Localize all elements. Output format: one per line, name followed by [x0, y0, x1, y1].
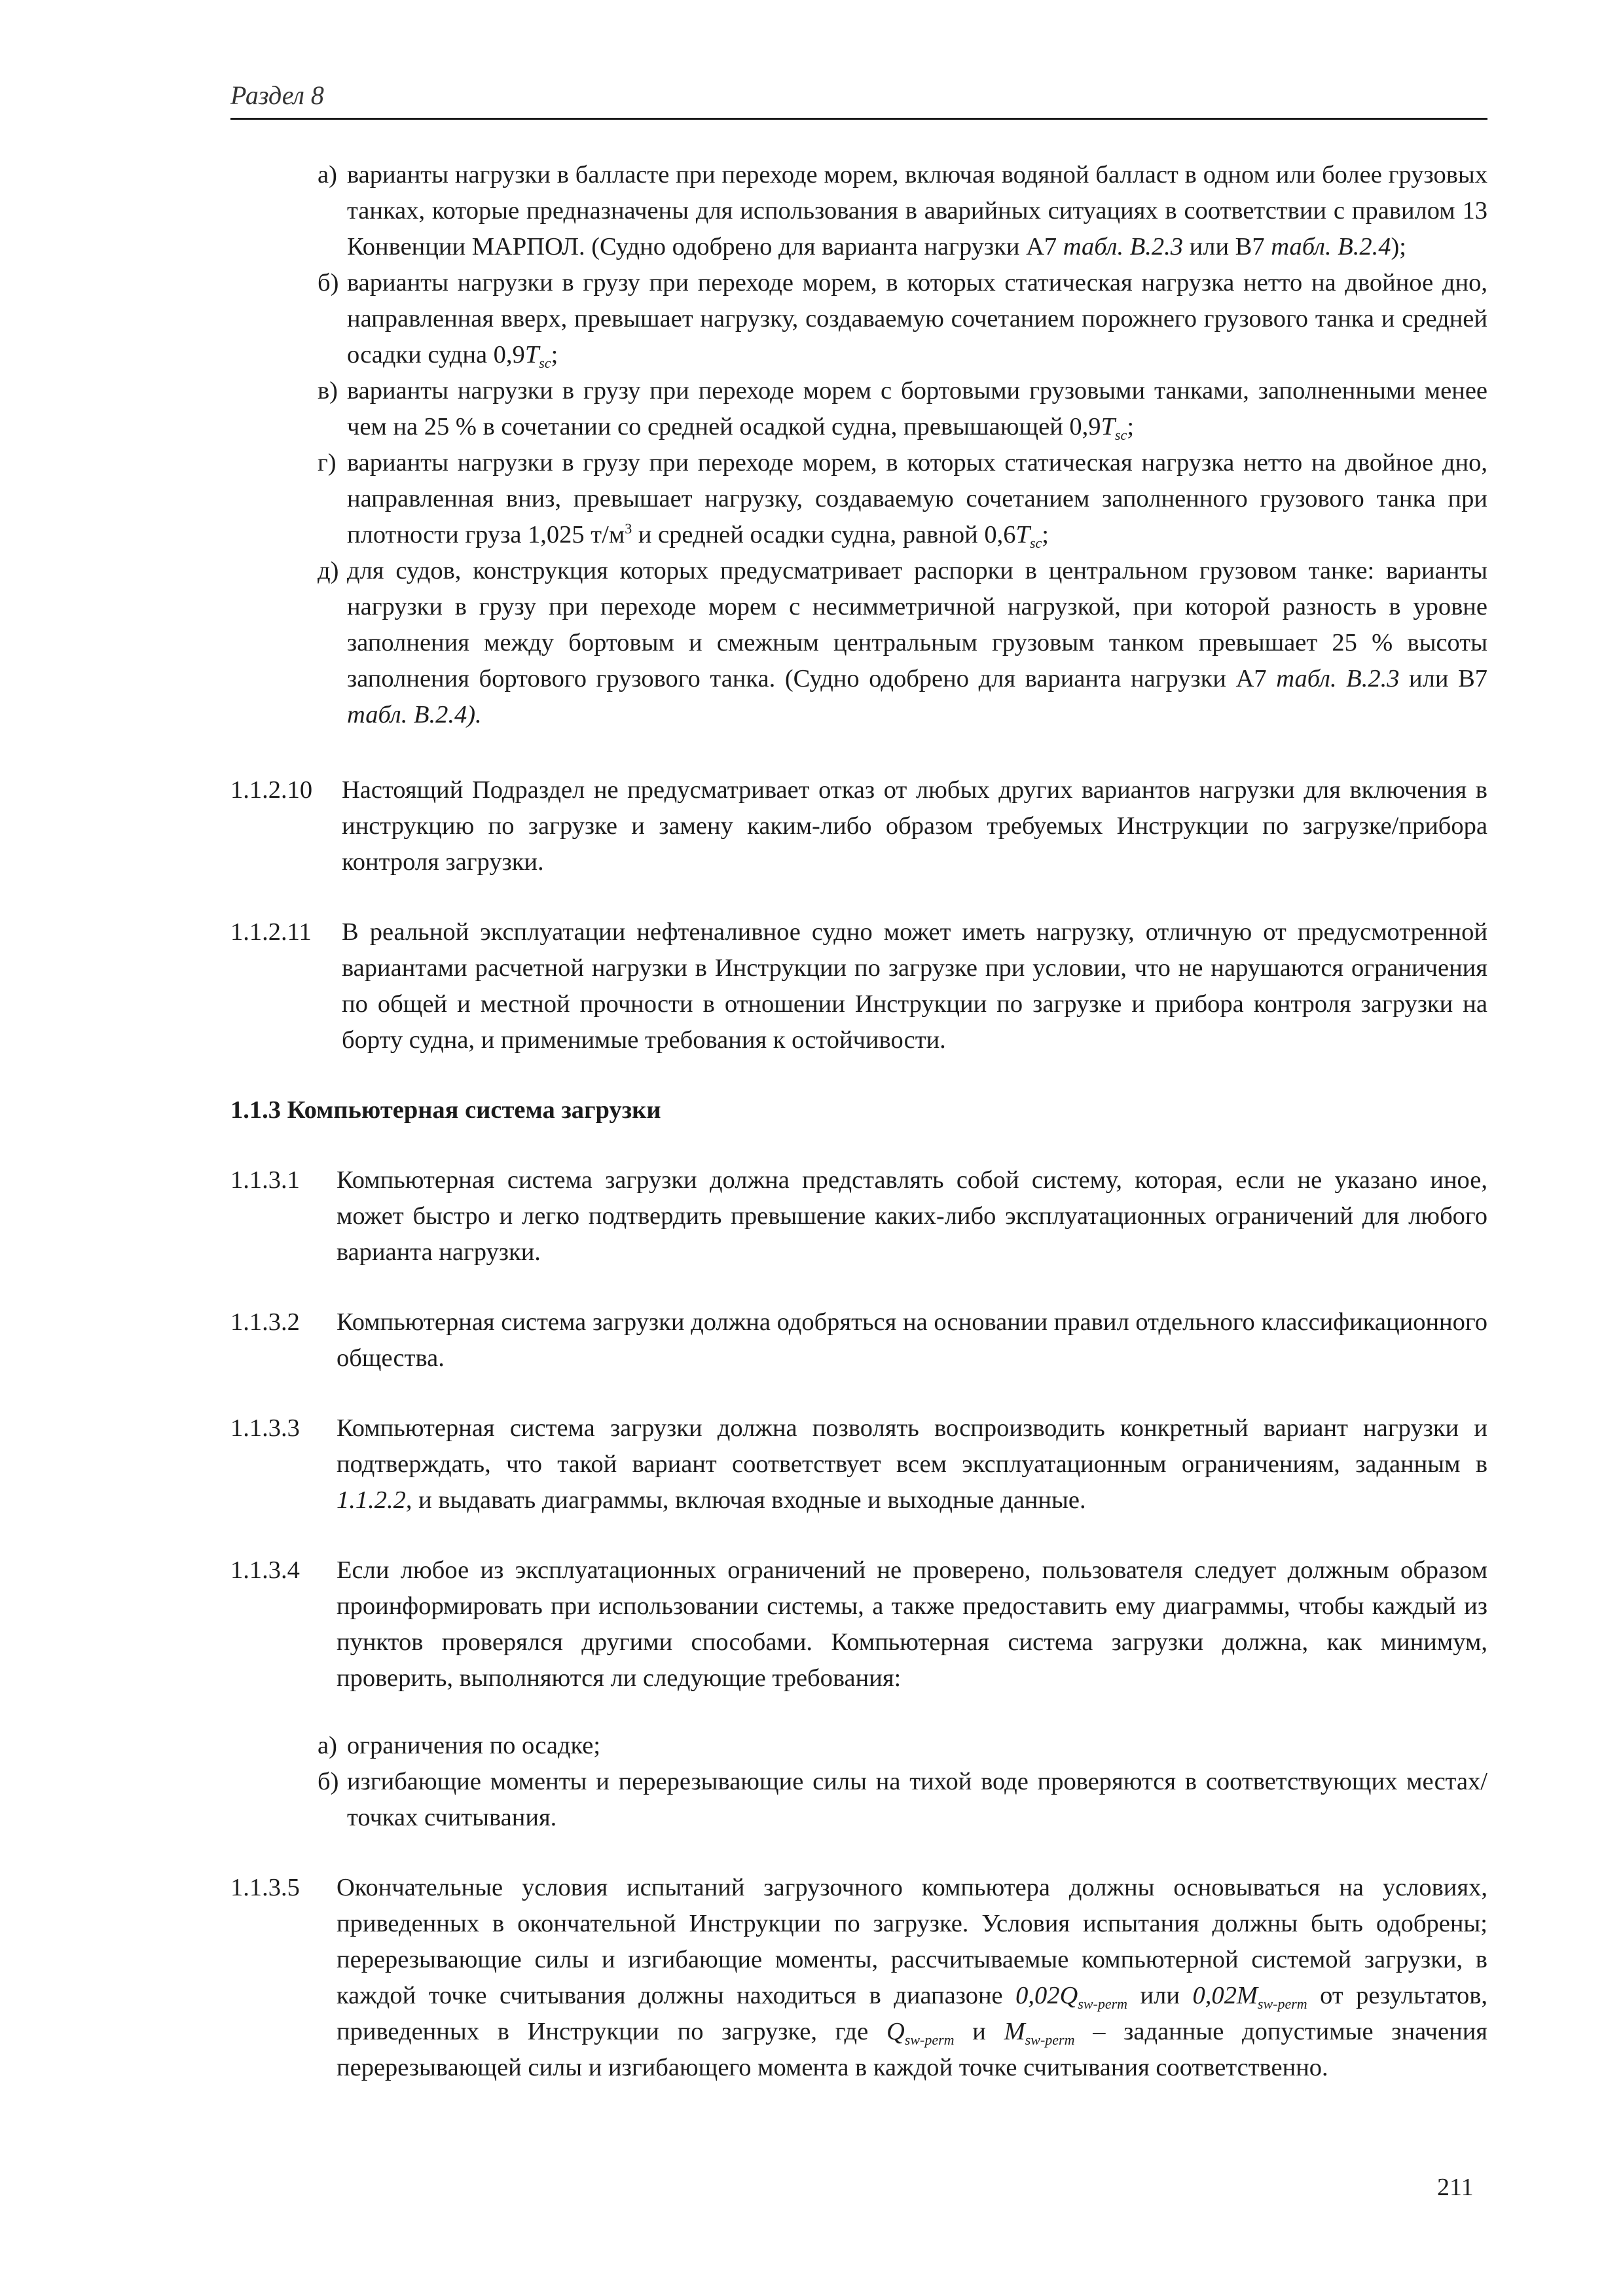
paragraph-text: Компьютерная система загрузки должна одобряться на основании правил отдельного классификационного общества. — [337, 1308, 1487, 1372]
paragraph-1-1-3-4 — [230, 1552, 1487, 1696]
paragraph-1-1-2-10 — [230, 772, 1487, 880]
cross-reference: 1.1.2.2 — [337, 1486, 406, 1514]
page-header — [230, 77, 1487, 120]
paragraph-text: Если любое из эксплуатационных ограничений не проверено, пользователя следует должным образом проинформировать при использовании системы, а также предоставить ему диаграммы, чтобы каждый из пунктов проверялся другими способами. Компьютерная система загрузки должна, как минимум, проверить, выполняются ли следующие требования: — [337, 1556, 1487, 1692]
paragraph-text: Настоящий Подраздел не предусматривает отказ от любых других вариантов нагрузки для включения в инструкцию по загрузке и замену каким-либо образом требуемых Инструкции по загрузке/прибора контроля загрузки. — [342, 776, 1487, 876]
list-marker: б) — [318, 1768, 339, 1795]
paragraph-text: Компьютерная система загрузки должна представлять собой систему, которая, если не указано иное, может быстро и легко подтвердить превышение каких-либо эксплуатационных ограничений для любого варианта нагрузки. — [337, 1166, 1487, 1266]
paragraph-number: 1.1.2.10 — [230, 776, 313, 804]
list-marker: г) — [318, 449, 337, 476]
paragraph-1-1-3-2 — [230, 1304, 1487, 1376]
page-number: 211 — [1437, 2174, 1474, 2201]
list-item: а) варианты нагрузки в балласте при переходе морем, включая водяной балласт в одном или более грузовых танках, которые предназначены для использования в аварийных ситуациях в соответствии с правилом 13 Конвенции МАРПОЛ. (Судно одобрено для варианта нагрузки А7 табл. В.2.3 или В7 табл. В.2.4); — [230, 157, 1487, 265]
list-marker: д) — [318, 557, 339, 584]
list-marker: б) — [318, 269, 339, 296]
list-item: а) ограничения по осадке; — [230, 1728, 1487, 1764]
section-heading: 1.1.3 Компьютерная система загрузки — [230, 1096, 661, 1124]
paragraph-1-1-2-11 — [230, 914, 1487, 1058]
paragraph-number: 1.1.3.3 — [230, 1414, 300, 1442]
section-title: Раздел 8 — [230, 81, 324, 110]
paragraph-1-1-3-3: 1.1.3.3 Компьютерная система загрузки должна позволять воспроизводить конкретный вариант нагрузки и подтверждать, что такой вариант соответствует всем эксплуатационным ограничениям, заданным в 1.1.2.2, и выдавать диаграммы, включая входные и выходные данные. — [230, 1410, 1487, 1518]
paragraph-number: 1.1.2.11 — [230, 918, 312, 946]
loading-variants-list — [230, 157, 1487, 733]
list-item: б) изгибающие моменты и перерезывающие силы на тихой воде проверяются в соответствующих местах/точках считывания. — [230, 1764, 1487, 1836]
paragraph-text: В реальной эксплуатации нефтеналивное судно может иметь нагрузку, отличную от предусмотренной вариантами расчетной нагрузки в Инструкции по загрузке при условии, что не нарушаются ограничения по общей и местной прочности в отношении Инструкции по загрузке и прибора контроля загрузки на борту судна, и применимые требования к остойчивости. — [342, 918, 1487, 1054]
document-body — [230, 157, 1487, 2086]
paragraph-number: 1.1.3.2 — [230, 1308, 300, 1336]
list-item: г) варианты нагрузки в грузу при переходе морем, в которых статическая нагрузка нетто на двойное дно, направленная вниз, превышает нагрузку, создаваемую сочетанием заполненного грузового танка при плотности груза 1,025 $т/м^3$ и средней осадки судна, равной $0,6T_{sc}$; — [230, 445, 1487, 553]
requirements-list — [230, 1728, 1487, 1836]
paragraph-number: 1.1.3.5 — [230, 1874, 300, 1901]
paragraph-1-1-3-1 — [230, 1162, 1487, 1270]
list-item: д) для судов, конструкция которых предусматривает распорки в центральном грузовом танке: варианты нагрузки в грузу при переходе морем с несимметричной нагрузкой, при которой разность в уровне заполнения между бортовым и смежным центральным грузовым танком превышает 25 % высоты заполнения бортового грузового танка. (Судно одобрено для варианта нагрузки А7 табл. В.2.3 или В7 табл. В.2.4). — [230, 553, 1487, 733]
paragraph-number: 1.1.3.1 — [230, 1166, 300, 1194]
list-marker: а) — [318, 161, 337, 188]
list-item: в) варианты нагрузки в грузу при переходе морем с бортовыми грузовыми танками, заполненными менее чем на 25 % в сочетании со средней осадкой судна, превышающей $0,9T_{sc}$; — [230, 373, 1487, 445]
list-marker: в) — [318, 377, 338, 404]
list-item: б) варианты нагрузки в грузу при переходе морем, в которых статическая нагрузка нетто на двойное дно, направленная вверх, превышает нагрузку, создаваемую сочетанием порожнего грузового танка и средней осадки судна $0,9T_{sc}$; — [230, 265, 1487, 373]
list-marker: а) — [318, 1732, 337, 1759]
paragraph-number: 1.1.3.4 — [230, 1556, 300, 1584]
paragraph-1-1-3-5: 1.1.3.5 Окончательные условия испытаний загрузочного компьютера должны основываться на условиях, приведенных в окончательной Инструкции по загрузке. Условия испытания должны быть одобрены; перерезывающие силы и изгибающие моменты, рассчитываемые компьютерной системой загрузки, в каждой точке считывания должны находиться в диапазоне $0,02Q_{sw-perm}$ или $0,02M_{sw-perm}$ от результатов, приведенных в Инструкции по загрузке, где $Q_{sw-perm}$ и $M_{sw-perm}$ – заданные допустимые значения перерезывающей силы и изгибающего момента в каждой точке считывания соответственно. — [230, 1870, 1487, 2086]
